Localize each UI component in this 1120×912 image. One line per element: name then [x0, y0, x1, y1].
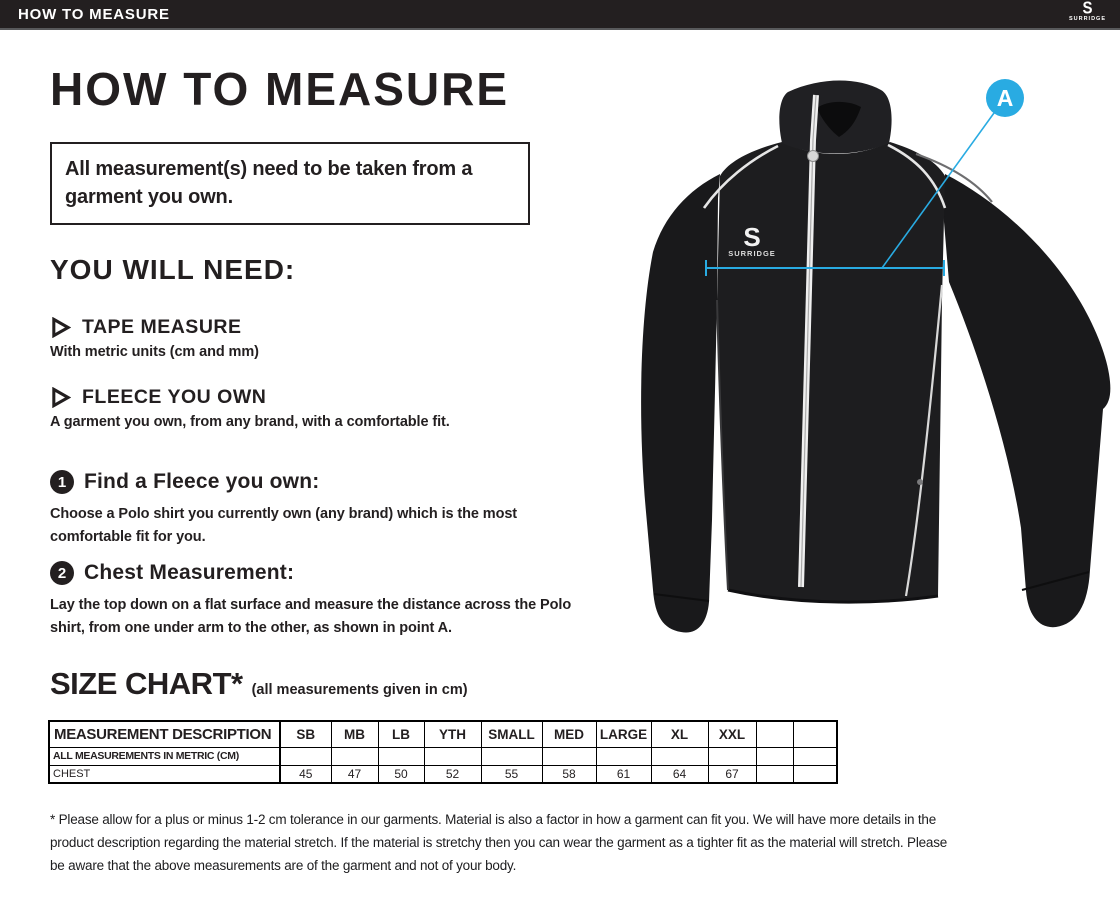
surridge-logo-text: SURRIDGE	[1068, 16, 1106, 22]
disclaimer-text: * Please allow for a plus or minus 1-2 cm tolerance in our garments. Material is also a factor in how a garment can fit you. We will have more details in the product description regarding the material stretch. If the material is stretchy then you can wear the garment as a tighter fit as the material will stretch. Please be aware that the above measurements are of the garment and not of your body.	[50, 812, 948, 873]
fleece-jacket	[641, 80, 1110, 632]
table-cell: 58	[542, 765, 596, 783]
table-row-chest	[49, 765, 837, 783]
table-cell: CHEST	[49, 765, 280, 783]
need-item-title: FLEECE YOU OWN	[82, 386, 267, 408]
table-header-cell: XL	[651, 721, 708, 747]
need-item-subtitle: A garment you own, from any brand, with a comfortable fit.	[50, 414, 450, 430]
table-cell: 52	[424, 765, 481, 783]
step-title-row	[50, 470, 595, 494]
size-chart-heading: SIZE CHART*	[50, 666, 243, 701]
size-chart-heading-row	[50, 666, 468, 702]
table-cell: 45	[280, 765, 331, 783]
zipper-pull	[808, 151, 819, 162]
table-cell	[756, 765, 793, 783]
table-header-cell: XXL	[708, 721, 756, 747]
table-cell	[596, 747, 651, 765]
step-number-badge: 1	[50, 470, 74, 494]
step-description: Choose a Polo shirt you currently own (any brand) which is the most comfortable fit for you.	[50, 506, 518, 545]
table-header-cell: SB	[280, 721, 331, 747]
table-header-cell: LARGE	[596, 721, 651, 747]
step-1-find-a-fleece	[50, 470, 595, 549]
step-title-row	[50, 561, 595, 585]
jacket-left-sleeve	[641, 174, 720, 632]
table-cell	[793, 765, 837, 783]
step-2-chest-measurement	[50, 561, 595, 640]
need-item-title: TAPE MEASURE	[82, 316, 242, 338]
need-item-title-row	[50, 316, 259, 339]
table-cell: 67	[708, 765, 756, 783]
surridge-monogram-icon: S	[1082, 0, 1093, 19]
play-triangle-icon	[50, 317, 71, 338]
table-header-cell: YTH	[424, 721, 481, 747]
need-item-fleece-you-own	[50, 386, 450, 430]
table-header-cell: MEASUREMENT DESCRIPTION	[49, 721, 280, 747]
table-cell	[481, 747, 542, 765]
notice-text: All measurement(s) need to be taken from a garment you own.	[65, 158, 473, 208]
table-cell	[378, 747, 424, 765]
notice-box	[50, 142, 530, 225]
step-title: Chest Measurement:	[84, 561, 295, 584]
marker-a-label: A	[996, 85, 1014, 111]
step-number-badge: 2	[50, 561, 74, 585]
table-cell	[651, 747, 708, 765]
table-header-cell: SMALL	[481, 721, 542, 747]
top-bar-title: HOW TO MEASURE	[18, 5, 170, 23]
step-title: Find a Fleece you own:	[84, 470, 320, 493]
table-cell	[424, 747, 481, 765]
table-row-metric-note	[49, 747, 837, 765]
pocket-zip-pull	[917, 479, 923, 485]
table-cell	[542, 747, 596, 765]
table-cell: 47	[331, 765, 378, 783]
play-triangle-icon	[50, 387, 71, 408]
table-header-cell: LB	[378, 721, 424, 747]
table-cell: 64	[651, 765, 708, 783]
table-header-cell: MB	[331, 721, 378, 747]
garment-logo-text: SURRIDGE	[728, 249, 776, 258]
table-cell: 61	[596, 765, 651, 783]
jacket-right-sleeve	[943, 174, 1110, 627]
step-description: Lay the top down on a flat surface and measure the distance across the Polo shirt, from one under arm to the other, as shown in point A.	[50, 597, 572, 636]
table-cell: 50	[378, 765, 424, 783]
table-header-cell: MED	[542, 721, 596, 747]
table-cell	[280, 747, 331, 765]
size-chart-table	[48, 720, 838, 784]
table-cell	[756, 747, 793, 765]
table-cell: ALL MEASUREMENTS IN METRIC (CM)	[49, 747, 280, 765]
table-cell	[331, 747, 378, 765]
fleece-jacket-image	[620, 50, 1120, 650]
you-will-need-heading: YOU WILL NEED:	[50, 254, 296, 285]
surridge-logo	[1069, 1, 1106, 23]
table-header-cell	[793, 721, 837, 747]
size-chart-subheading: (all measurements given in cm)	[251, 682, 468, 698]
table-cell	[793, 747, 837, 765]
need-item-title-row	[50, 386, 450, 409]
jacket-body	[717, 142, 945, 602]
table-header-cell	[756, 721, 793, 747]
table-cell	[708, 747, 756, 765]
table-cell: 55	[481, 765, 542, 783]
table-header-row	[49, 721, 837, 747]
need-item-tape-measure	[50, 316, 259, 360]
garment-logo-monogram: S	[743, 222, 761, 252]
page-title: HOW TO MEASURE	[50, 63, 510, 115]
need-item-subtitle: With metric units (cm and mm)	[50, 344, 259, 360]
top-bar	[0, 0, 1120, 30]
